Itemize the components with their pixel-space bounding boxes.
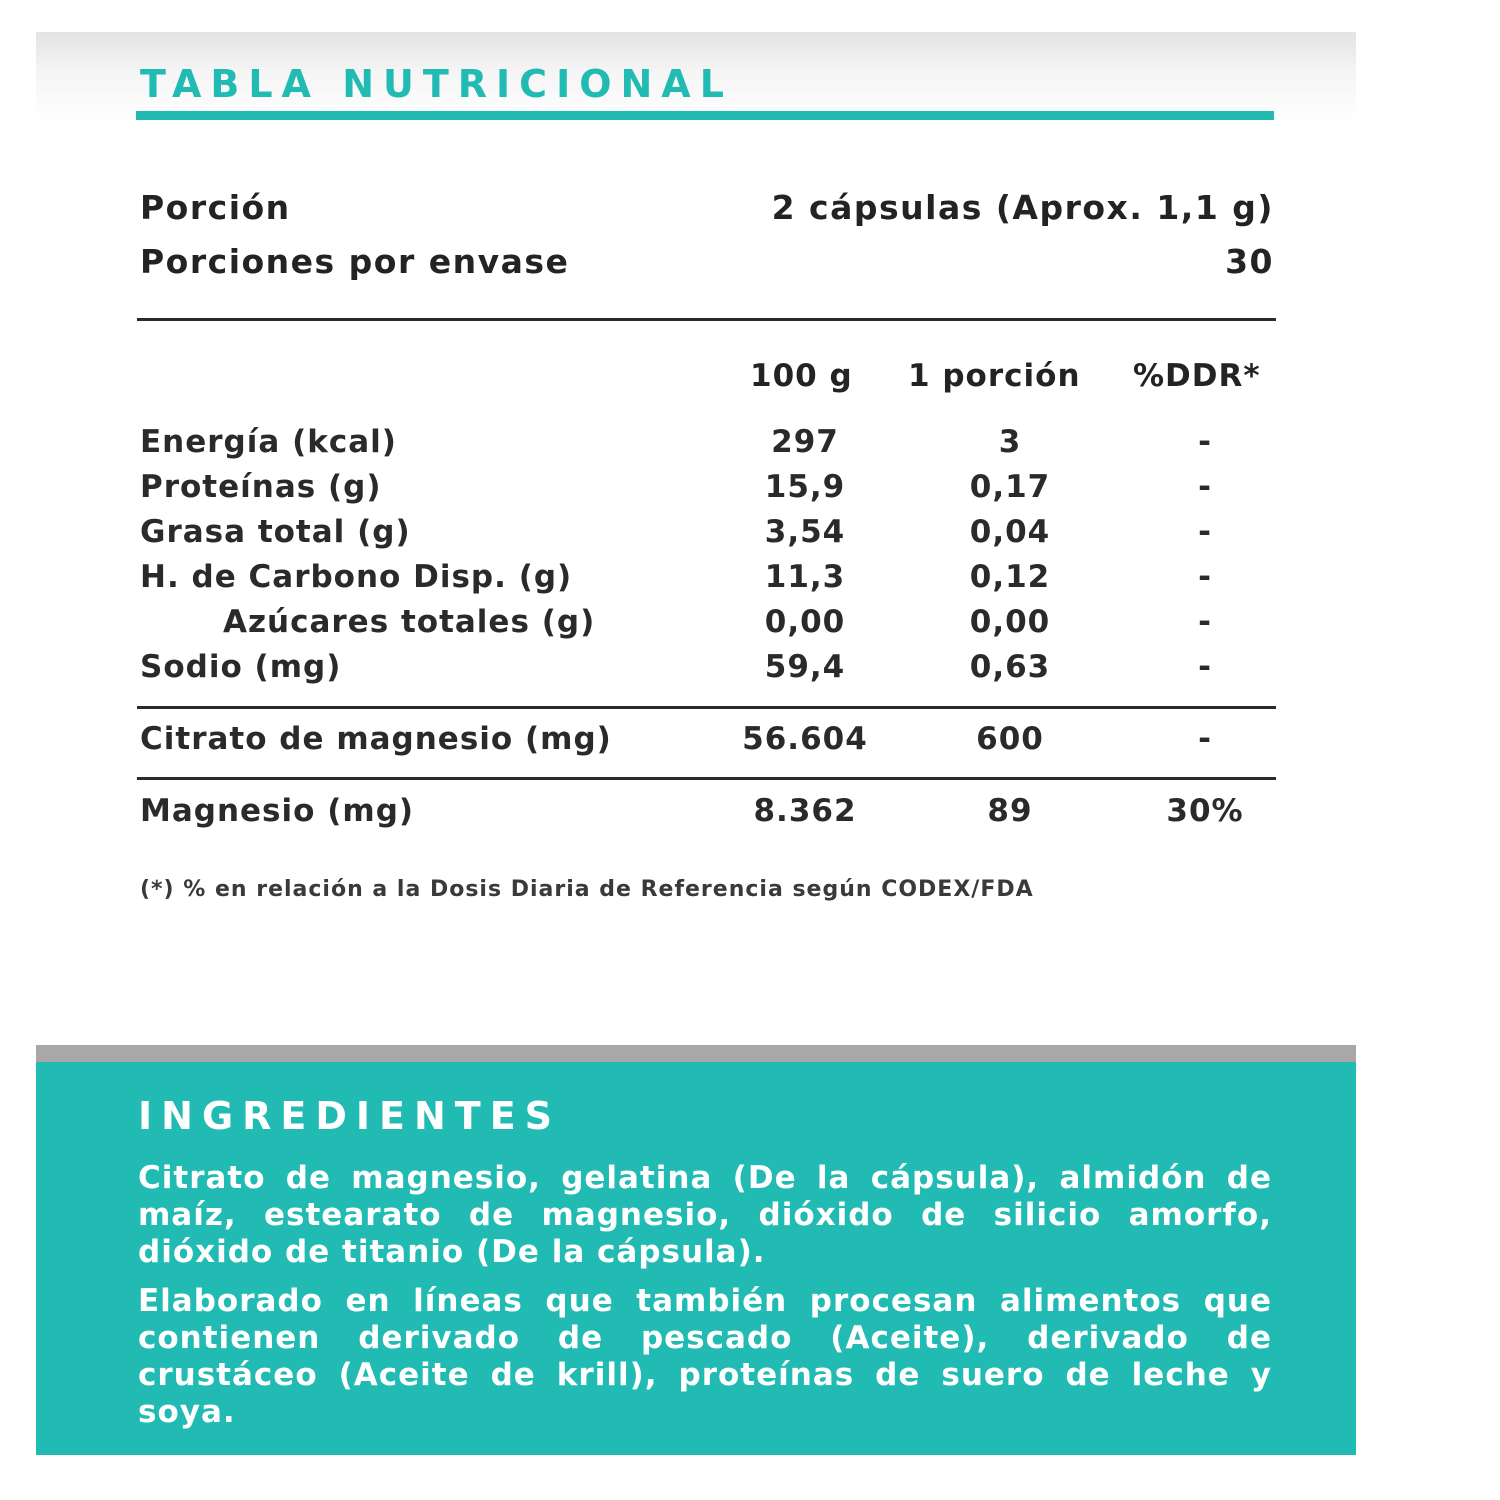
value-ddr: -	[1198, 721, 1212, 757]
portion-label: Porción	[140, 188, 291, 227]
portion-value: 2 cápsulas (Aprox. 1,1 g)	[771, 188, 1274, 227]
allergen-notice: Elaborado en líneas que también procesan alimentos que contienen derivado de pescado (Aceite), derivado de crustáceo (Aceite de krill), proteínas de suero de leche y soya.	[138, 1283, 1272, 1430]
value-per-100g: 297	[771, 424, 839, 460]
value-ddr: -	[1198, 604, 1212, 640]
ddr-footnote: (*) % en relación a la Dosis Diaria de Referencia según CODEX/FDA	[140, 877, 1034, 902]
ingredients-text: Citrato de magnesio, gelatina (De la cápsula), almidón de maíz, estearato de magnesio, dióxido de silicio amorfo, dióxido de titanio (De la cápsula).	[138, 1160, 1272, 1270]
column-header-ddr: %DDR*	[1133, 358, 1261, 394]
value-ddr: -	[1198, 514, 1212, 550]
table-row	[0, 604, 1500, 648]
nutrient-label: Citrato de magnesio (mg)	[140, 721, 612, 757]
nutrient-label: Magnesio (mg)	[140, 793, 415, 829]
value-per-portion: 89	[987, 793, 1033, 829]
column-header-100g: 100 g	[750, 358, 853, 394]
divider-magnesium	[137, 777, 1276, 780]
value-ddr: 30%	[1166, 793, 1244, 829]
nutrient-label: Grasa total (g)	[140, 514, 411, 550]
value-per-100g: 3,54	[764, 514, 846, 550]
ingredients-title: INGREDIENTES	[138, 1094, 562, 1138]
value-per-100g: 11,3	[764, 559, 846, 595]
value-per-100g: 0,00	[764, 604, 846, 640]
table-row	[0, 514, 1500, 558]
nutrient-label: Azúcares totales (g)	[223, 604, 596, 640]
divider-magnesium-citrate	[137, 706, 1276, 709]
nutrient-label: Energía (kcal)	[140, 424, 397, 460]
value-per-portion: 0,17	[969, 469, 1051, 505]
table-row	[0, 649, 1500, 693]
value-ddr: -	[1198, 469, 1212, 505]
table-row	[0, 559, 1500, 603]
column-header-portion: 1 porción	[908, 358, 1081, 394]
table-row	[0, 424, 1500, 468]
table-row	[0, 469, 1500, 513]
value-ddr: -	[1198, 424, 1212, 460]
portions-per-pack-label: Porciones por envase	[140, 242, 570, 281]
value-per-portion: 3	[998, 424, 1022, 460]
value-per-portion: 0,12	[969, 559, 1051, 595]
value-per-100g: 56.604	[742, 721, 868, 757]
divider-serving	[137, 318, 1276, 321]
value-per-100g: 59,4	[764, 649, 846, 685]
nutrient-label: Proteínas (g)	[140, 469, 382, 505]
value-per-portion: 0,04	[969, 514, 1051, 550]
value-per-100g: 15,9	[764, 469, 846, 505]
table-row	[0, 721, 1500, 765]
nutrient-label: H. de Carbono Disp. (g)	[140, 559, 573, 595]
value-per-portion: 600	[976, 721, 1044, 757]
nutrition-table-title: TABLA NUTRICIONAL	[140, 62, 733, 106]
nutrient-label: Sodio (mg)	[140, 649, 342, 685]
value-per-portion: 0,00	[969, 604, 1051, 640]
value-ddr: -	[1198, 649, 1212, 685]
value-per-100g: 8.362	[753, 793, 857, 829]
portions-per-pack-row	[140, 242, 1274, 281]
table-row	[0, 793, 1500, 837]
value-ddr: -	[1198, 559, 1212, 595]
title-underline	[136, 111, 1274, 120]
value-per-portion: 0,63	[969, 649, 1051, 685]
portions-per-pack-value: 30	[1225, 242, 1274, 281]
portion-row	[140, 188, 1274, 227]
